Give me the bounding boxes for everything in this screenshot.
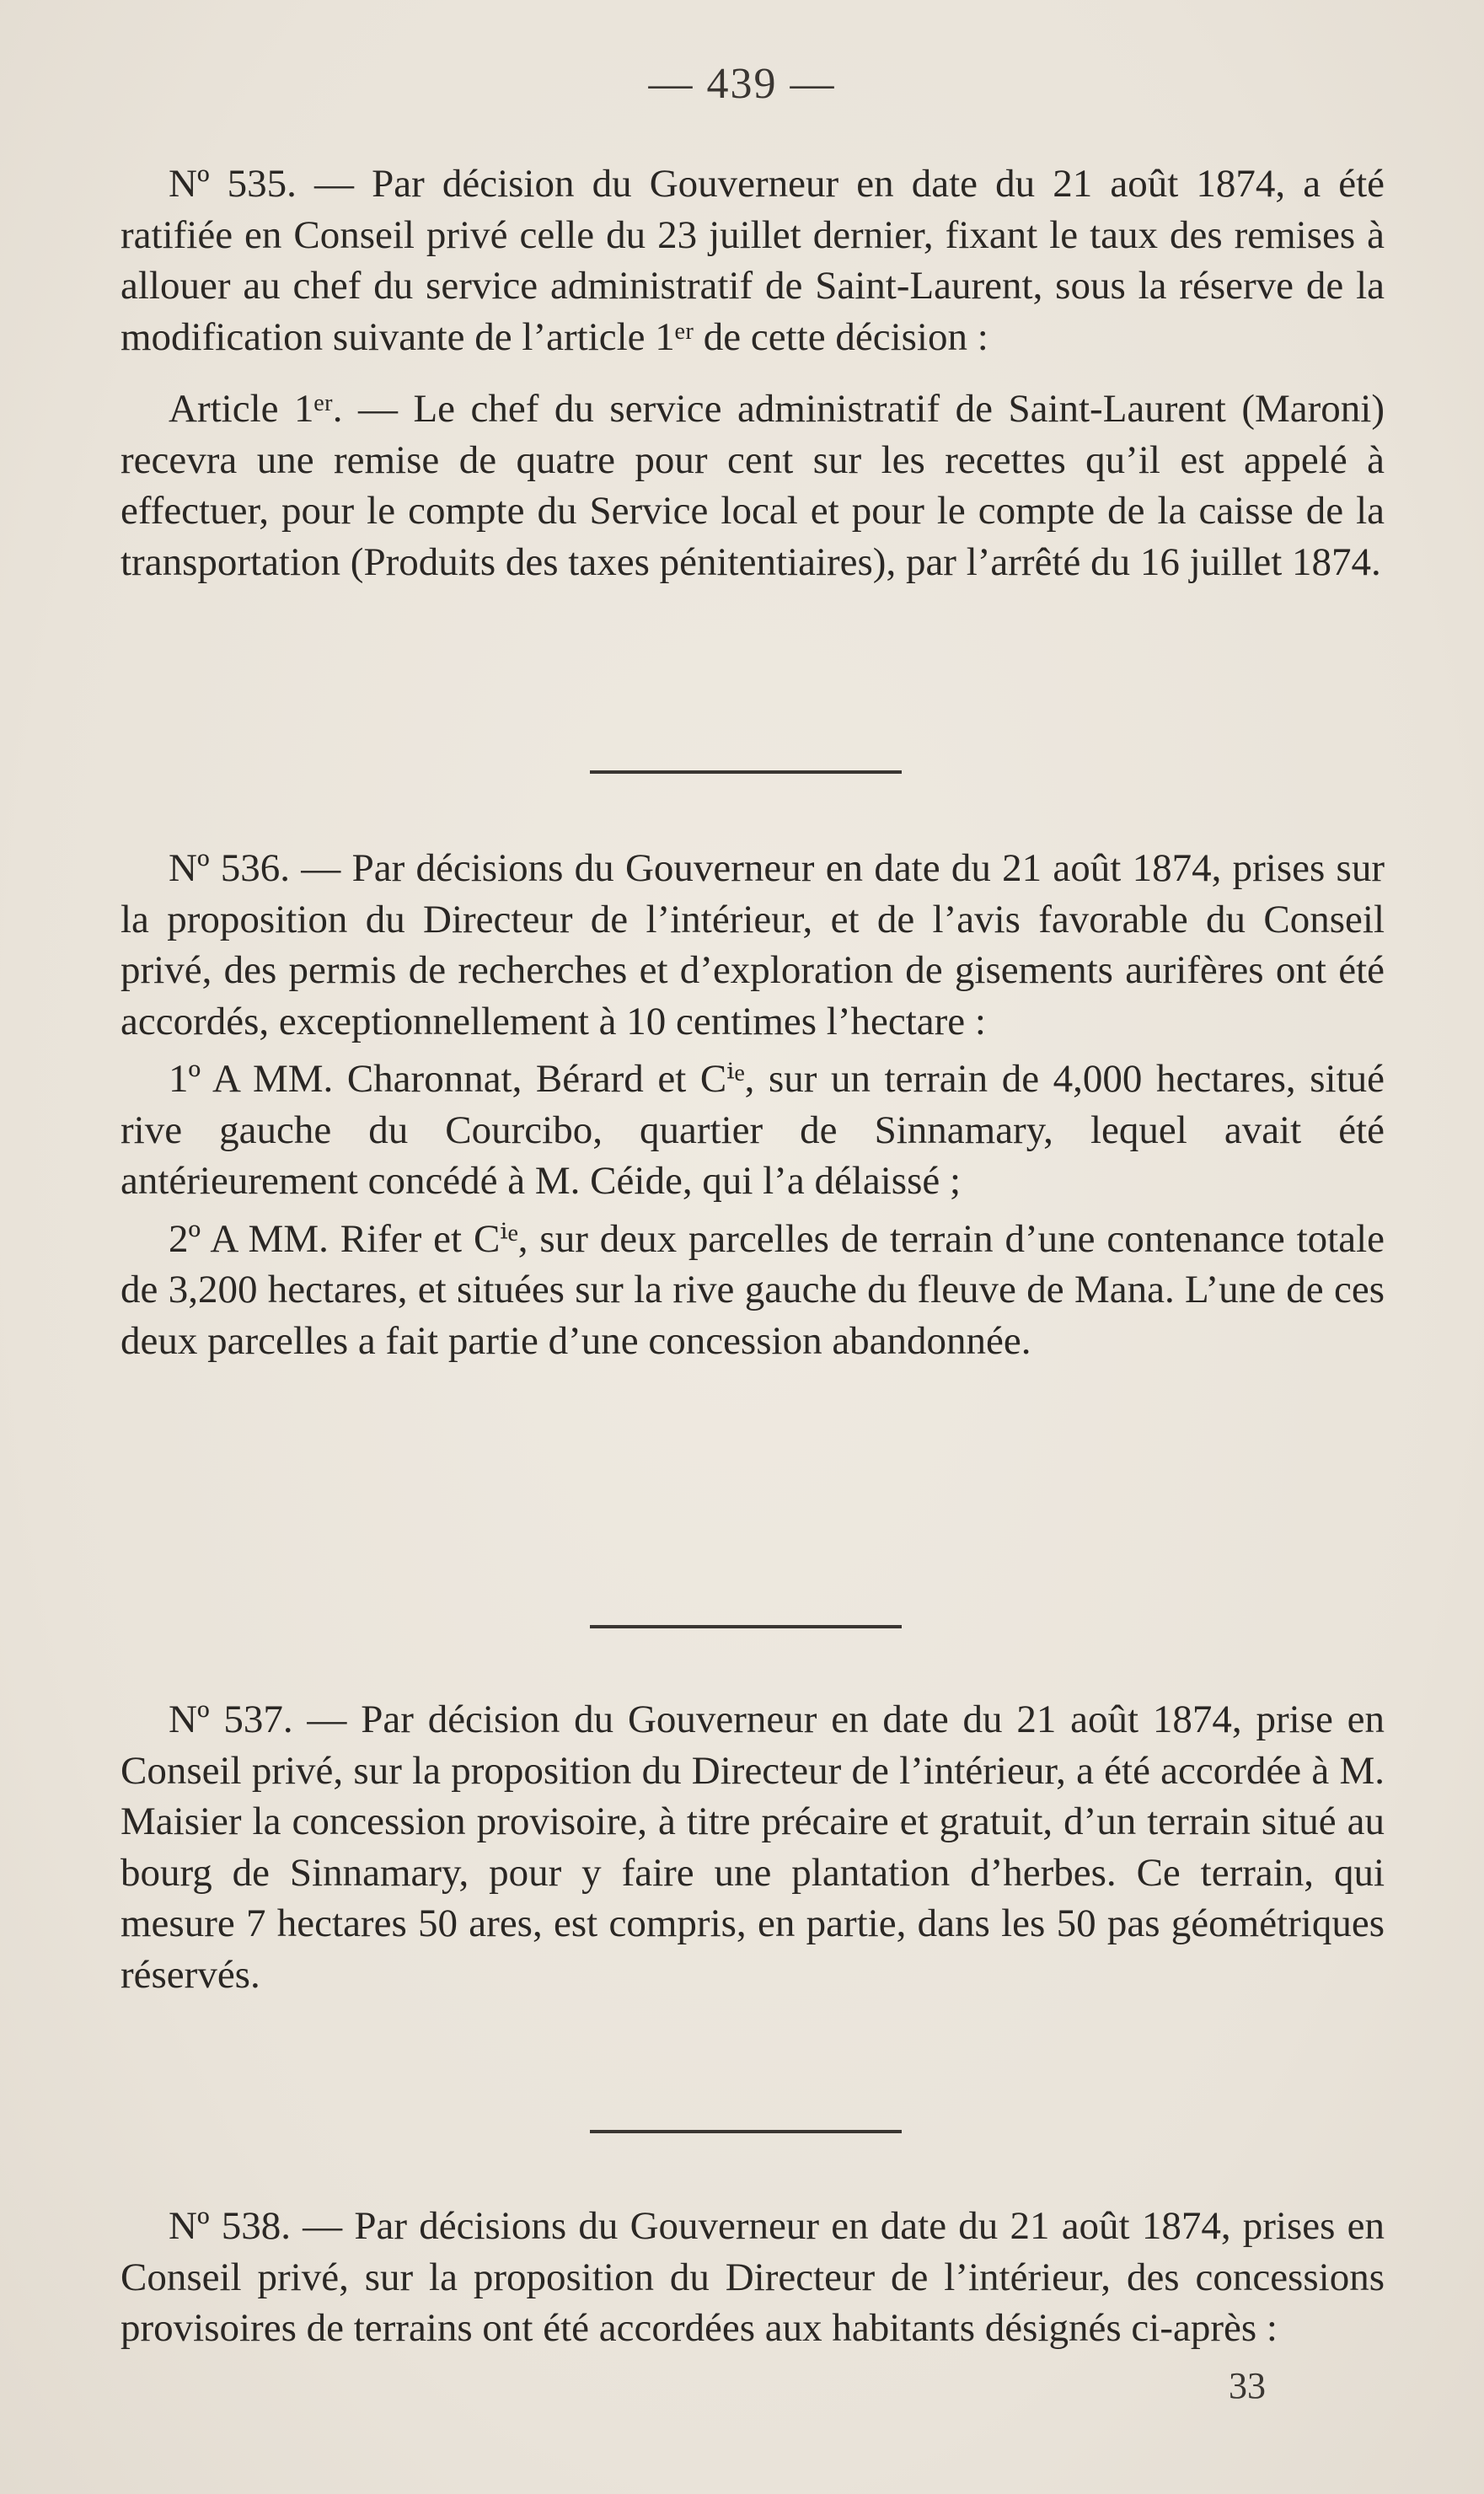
- entry-536-paragraph-3: 2º A MM. Rifer et Cⁱᵉ, sur deux parcelles de terrain d’une contenance totale de 3,200 hectares, et situées sur la rive gauche du fleuve de Mana. L’une de ces deux parcelles a fait partie d’une concession abandonnée.: [121, 1216, 1385, 1363]
- signature-mark: 33: [1229, 2365, 1266, 2406]
- entry-536-paragraph-1: Nº 536. — Par décisions du Gouverneur en date du 21 août 1874, prises sur la proposition du Directeur de l’intérieur, et de l’avis favorable du Conseil privé, des permis de recherches et d’exploration de gisements aurifères ont été accordés, exceptionnellement à 10 centimes l’hectare :: [121, 846, 1385, 1043]
- entry-538-paragraph-1: Nº 538. — Par décisions du Gouverneur en date du 21 août 1874, prises en Conseil privé, sur la proposition du Directeur de l’intérieur, des concessions provisoires de terrains ont été accordées aux habitants désignés ci-après :: [121, 2204, 1385, 2350]
- section-divider: [590, 1625, 902, 1628]
- entry-535-paragraph-2: Article 1ᵉʳ. — Le chef du service administratif de Saint-Laurent (Maroni) recevra une remise de quatre pour cent sur les recettes qu’il est appelé à effectuer, pour le compte du Service local et pour le compte de la caisse de la transportation (Produits des taxes pénitentiaires), par l’arrêté du 16 juillet 1874.: [121, 387, 1385, 584]
- section-divider: [590, 770, 902, 774]
- entry-537: [121, 1694, 1385, 2000]
- entry-536: [121, 843, 1385, 1366]
- entry-537-paragraph-1: Nº 537. — Par décision du Gouverneur en date du 21 août 1874, prise en Conseil privé, sur la proposition du Directeur de l’intérieur, a été accordée à M. Maisier la concession provisoire, à titre précaire et gratuit, d’un terrain situé au bourg de Sinnamary, pour y faire une plantation d’herbes. Ce terrain, qui mesure 7 hectares 50 ares, est compris, en partie, dans les 50 pas géométriques réservés.: [121, 1698, 1385, 1997]
- entry-535-paragraph-1: Nº 535. — Par décision du Gouverneur en date du 21 août 1874, a été ratifiée en Conseil privé celle du 23 juillet dernier, fixant le taux des remises à allouer au chef du service administratif de Saint-Laurent, sous la réserve de la modification suivante de l’article 1ᵉʳ de cette décision :: [121, 162, 1385, 359]
- page-number: — 439 —: [648, 60, 836, 108]
- section-divider: [590, 2130, 902, 2133]
- entry-536-paragraph-2: 1º A MM. Charonnat, Bérard et Cⁱᵉ, sur un terrain de 4,000 hectares, situé rive gauche du Courcibo, quartier de Sinnamary, lequel avait été antérieurement concédé à M. Céide, qui l’a délaissé ;: [121, 1057, 1385, 1203]
- entry-538: [121, 2201, 1385, 2354]
- entry-535: [121, 158, 1385, 587]
